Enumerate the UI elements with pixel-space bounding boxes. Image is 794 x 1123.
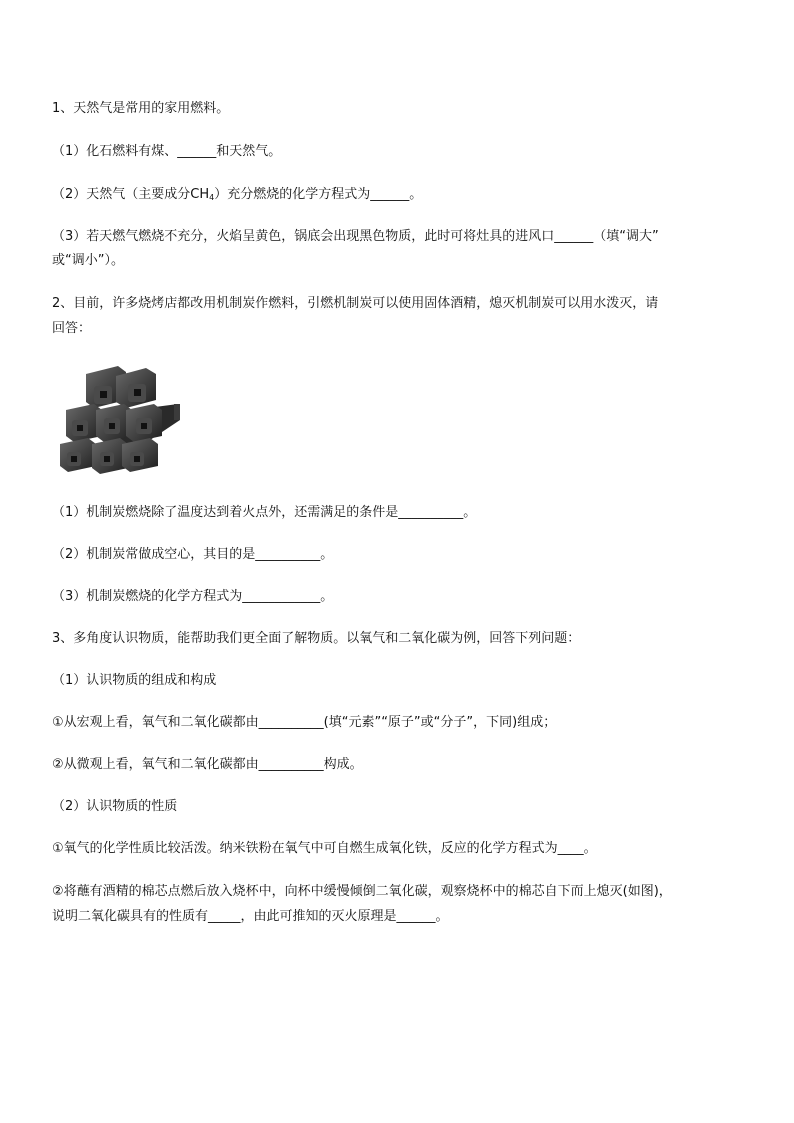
q3-section1-item1: ①从宏观上看，氧气和二氧化碳都由__________(填“元素”“原子”或“分子”，下同)组成； <box>52 715 557 730</box>
q1-part3-line1: （3）若天燃气燃烧不充分，火焰呈黄色，锅底会出现黑色物质，此时可将灶具的进风口______（填“调大” <box>52 229 659 244</box>
q3-stem: 3、多角度认识物质，能帮助我们更全面了解物质。以氧气和二氧化碳为例，回答下列问题： <box>52 631 581 646</box>
q3-section2-item1: ①氧气的化学性质比较活泼。纳米铁粉在氧气中可自燃生成氧化铁，反应的化学方程式为____。 <box>52 841 597 856</box>
q3-section1-title: （1）认识物质的组成和构成 <box>52 673 217 688</box>
q2-part2: （2）机制炭常做成空心，其目的是__________。 <box>52 547 334 562</box>
q1-part2-pre: （2）天然气（主要成分CH <box>52 187 210 202</box>
q2-part1: （1）机制炭燃烧除了温度达到着火点外，还需满足的条件是__________。 <box>52 505 477 520</box>
q1-stem: 1、天然气是常用的家用燃料。 <box>52 101 230 116</box>
q1-part2 <box>52 186 422 207</box>
q1-part3-line2: 或“调小”）。 <box>52 253 124 268</box>
q3-section2-item2-line2: 说明二氧化碳具有的性质有_____，由此可推知的灭火原理是______。 <box>52 909 449 924</box>
q1-part2-post: ）充分燃烧的化学方程式为______。 <box>214 187 423 202</box>
q3-section2-item2-line1: ②将蘸有酒精的棉芯点燃后放入烧杯中，向杯中缓慢倾倒二氧化碳，观察烧杯中的棉芯自下而上熄灭(如图)， <box>52 884 672 899</box>
q2-part3: （3）机制炭燃烧的化学方程式为____________。 <box>52 589 334 604</box>
q3-section2-title: （2）认识物质的性质 <box>52 799 178 814</box>
charcoal-briquettes-image <box>56 360 182 478</box>
q3-section1-item2: ②从微观上看，氧气和二氧化碳都由__________构成。 <box>52 757 363 772</box>
q2-stem-line2: 回答： <box>52 321 92 336</box>
q1-part2-subscript: 4 <box>209 193 215 202</box>
q2-stem-line1: 2、目前，许多烧烤店都改用机制炭作燃料，引燃机制炭可以使用固体酒精，熄灭机制炭可以用水泼灭，请 <box>52 296 659 311</box>
q1-part1: （1）化石燃料有煤、______和天然气。 <box>52 144 282 159</box>
